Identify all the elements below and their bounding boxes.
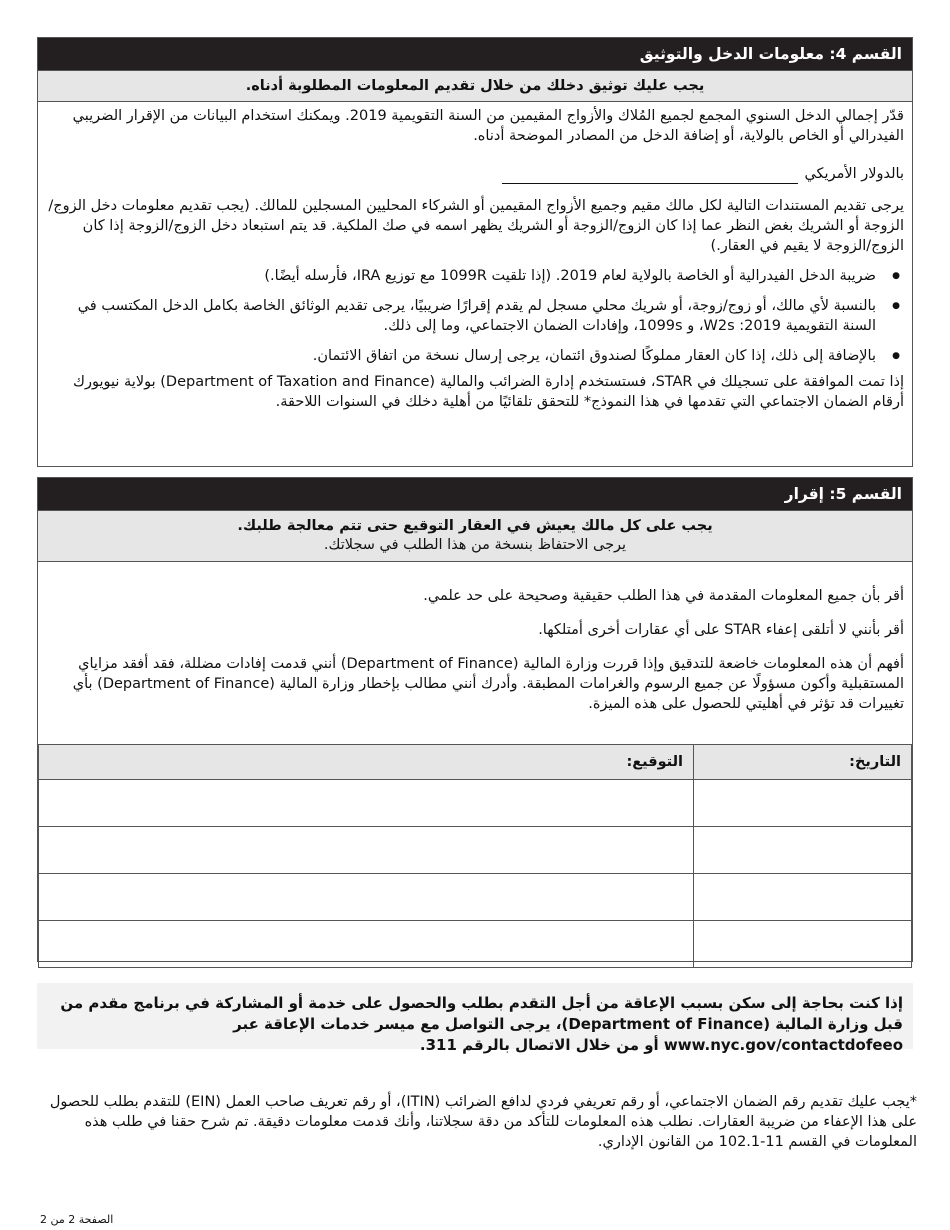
section-4-title: القسم 4: معلومات الدخل والتوثيق (38, 38, 912, 70)
list-item: ● بالإضافة إلى ذلك، إذا كان العقار مملوكًا لصندوق ائتمان، يرجى إرسال نسخة من اتفاق الائتمان. (46, 346, 876, 366)
section-4-income (37, 37, 913, 467)
signature-field[interactable] (39, 874, 694, 921)
table-row (39, 921, 912, 968)
date-column-header: التاريخ: (694, 745, 912, 780)
section-5-subtitle-note: يرجى الاحتفاظ بنسخة من هذا الطلب في سجلاتك. (323, 537, 627, 553)
signature-column-header: التوقيع: (39, 745, 694, 780)
signature-field[interactable] (39, 921, 694, 968)
table-row (39, 827, 912, 874)
signature-field[interactable] (39, 780, 694, 827)
declaration-statement: أفهم أن هذه المعلومات خاضعة للتدقيق وإذا قررت وزارة المالية (Department of Finance) أنني قدمت إفادات مضللة، فقد أفقد مزاياي المستقبلية وأكون مسؤولًا عن جميع الرسوم والغرامات المطبقة. وأدرك أنني مطالب بإخطار وزارة المالية (Department of Finance) بأي تغييرات قد تؤثر في أهليتي للحصول على هذه الميزة. (72, 656, 904, 712)
signature-field[interactable] (39, 827, 694, 874)
declaration-statement: أقر بأنني لا أتلقى إعفاء STAR على أي عقارات أخرى أمتلكها. (538, 622, 904, 638)
section-5-subtitle (38, 510, 912, 562)
documents-list (46, 266, 904, 366)
star-info-text: إذا تمت الموافقة على تسجيلك في STAR، فستستخدم إدارة الضرائب والمالية (Department of Taxation and Finance) بولاية نيويورك أرقام الضمان الاجتماعي التي تقدمها في هذا النموذج* للتحقق تلقائيًا من أهلية دخلك في السنوات اللاحقة. (73, 374, 904, 410)
date-field[interactable] (694, 921, 912, 968)
table-row (39, 874, 912, 921)
ssn-footnote: *يجب عليك تقديم رقم الضمان الاجتماعي، أو رقم تعريفي فردي لدافع الضرائب (ITIN)، أو رقم تعريف صاحب العمل (EIN) للتقدم بطلب للحصول على هذا الإعفاء من ضريبة العقارات. نطلب هذه المعلومات للتأكد من دقة سجلاتنا، وأنك قدمت معلومات دقيقة. تم شرح حقنا في طلب هذه المعلومات في القسم 11-102.1 من القانون الإداري. (49, 1094, 917, 1150)
page-number: الصفحة 2 من 2 (40, 1213, 114, 1226)
section-4-subtitle: يجب عليك توثيق دخلك من خلال تقديم المعلومات المطلوبة أدناه. (38, 70, 912, 102)
section-5-subtitle-bold: يجب على كل مالك يعيش في العقار التوقيع حتى تتم معالجة طلبك. (237, 518, 713, 534)
list-item: ● ضريبة الدخل الفيدرالية أو الخاصة بالولاية لعام 2019. (إذا تلقيت 1099R مع توزيع IRA، فأرسله أيضًا.) (46, 266, 876, 286)
date-field[interactable] (694, 827, 912, 874)
date-field[interactable] (694, 874, 912, 921)
list-item: ● بالنسبة لأي مالك، أو زوج/زوجة، أو شريك محلي مسجل لم يقدم إقرارًا ضريبيًا، يرجى تقديم الوثائق الخاصة بكامل الدخل المكتسب في السنة التقويمية 2019: W2s، و 1099s، وإفادات الضمان الاجتماعي، وما إلى ذلك. (46, 296, 876, 336)
date-field[interactable] (694, 780, 912, 827)
income-amount-row (46, 164, 904, 184)
documents-instructions: يرجى تقديم المستندات التالية لكل مالك مقيم وجميع الأزواج المقيمين أو الشركاء المحليين المسجلين للمالك. (يجب تقديم معلومات دخل الزوج/الزوجة أو الشريك بغض النظر عما إذا كان الزوج/الزوجة أو الشريك يظهر اسمه في صك الملكية. قد يتم استبعاد دخل الزوج/الزوجة إذا كان الزوج/الزوجة لا يقيم في العقار.) (48, 198, 904, 254)
declaration-statement: أقر بأن جميع المعلومات المقدمة في هذا الطلب حقيقية وصحيحة على حد علمي. (423, 588, 904, 604)
table-row (39, 780, 912, 827)
disability-notice: إذا كنت بحاجة إلى سكن بسبب الإعاقة من أجل التقدم بطلب والحصول على خدمة أو المشاركة في برنامج مقدم من قبل وزارة المالية (Department of Finance)، يرجى التواصل مع ميسر خدمات الإعاقة عبر www.nyc.gov/contactdofeeo أو من خلال الاتصال بالرقم 311. (37, 983, 913, 1049)
income-currency-label: بالدولار الأمريكي (804, 166, 904, 182)
signature-table (38, 744, 912, 968)
income-amount-field[interactable] (502, 167, 798, 184)
section-5-declaration (37, 477, 913, 962)
section-5-title: القسم 5: إقرار (38, 478, 912, 510)
income-intro-text: قدّر إجمالي الدخل السنوي المجمع لجميع المُلاك والأزواج المقيمين من السنة التقويمية 2019. ويمكنك استخدام البيانات من الإقرار الضريبي الفيدرالي أو الخاص بالولاية، أو إضافة الدخل من المصادر الموضحة أدناه. (72, 108, 904, 144)
